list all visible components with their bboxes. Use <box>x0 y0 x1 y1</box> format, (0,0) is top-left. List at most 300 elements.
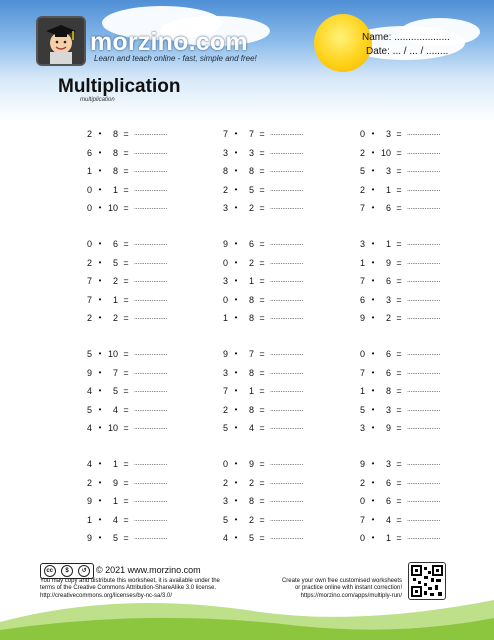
second-factor: 5 <box>248 184 254 195</box>
promo-line: or practice online with instant correction! <box>294 585 402 592</box>
answer-blank[interactable]: ................... <box>407 295 441 303</box>
first-factor: 0 <box>86 239 92 249</box>
equals-sign: = <box>259 533 265 543</box>
first-factor: 5 <box>86 404 92 415</box>
multiply-operator: • <box>371 404 375 414</box>
problem-row <box>82 275 182 287</box>
first-factor: 4 <box>86 423 92 433</box>
second-factor: 5 <box>112 386 118 396</box>
problem-row <box>218 385 318 397</box>
equals-sign: = <box>259 166 265 176</box>
equals-sign: = <box>259 184 265 195</box>
equals-sign: = <box>396 257 402 268</box>
equals-sign: = <box>123 533 129 543</box>
answer-blank[interactable]: ................... <box>407 258 441 266</box>
problem-row <box>82 532 182 544</box>
answer-blank[interactable]: ................... <box>270 368 304 376</box>
second-factor: 2 <box>112 313 118 323</box>
license-line: You may copy and distribute this worksheet, it is available under the <box>40 578 220 584</box>
second-factor: 3 <box>385 404 391 415</box>
name-field: Name: .................... <box>362 32 450 43</box>
problem-row <box>355 422 455 434</box>
problem-row <box>218 348 318 360</box>
second-factor: 8 <box>112 166 118 176</box>
second-factor: 1 <box>385 184 391 195</box>
second-factor: 1 <box>112 184 118 195</box>
equals-sign: = <box>123 496 129 506</box>
multiply-operator: • <box>98 459 102 468</box>
problem-row <box>218 184 318 196</box>
problem-row <box>218 147 318 159</box>
first-factor: 0 <box>359 349 365 359</box>
answer-blank[interactable]: ................... <box>270 258 304 266</box>
equals-sign: = <box>123 477 129 488</box>
second-factor: 6 <box>385 496 391 506</box>
answer-blank[interactable]: ................... <box>407 368 441 376</box>
second-factor: 6 <box>385 349 391 359</box>
equals-sign: = <box>123 257 129 268</box>
second-factor: 10 <box>107 349 118 359</box>
multiply-operator: • <box>98 313 102 322</box>
multiply-operator: • <box>234 367 238 377</box>
second-factor: 8 <box>385 386 391 396</box>
multiply-operator: • <box>234 239 238 248</box>
first-factor: 7 <box>86 294 92 305</box>
equals-sign: = <box>396 514 402 525</box>
first-factor: 4 <box>222 533 228 543</box>
equals-sign: = <box>259 203 265 213</box>
multiply-operator: • <box>371 257 375 267</box>
second-factor: 5 <box>112 257 118 268</box>
first-factor: 2 <box>359 147 365 158</box>
second-factor: 3 <box>385 129 391 139</box>
equals-sign: = <box>396 496 402 506</box>
multiply-operator: • <box>98 423 102 432</box>
problem-row <box>82 165 182 177</box>
answer-blank[interactable]: ................... <box>270 460 304 467</box>
multiply-operator: • <box>234 533 238 542</box>
equals-sign: = <box>123 129 129 139</box>
first-factor: 8 <box>222 166 228 176</box>
first-factor: 2 <box>222 184 228 195</box>
multiply-operator: • <box>234 276 238 285</box>
problem-row <box>355 238 455 250</box>
answer-blank[interactable]: ................... <box>270 478 304 486</box>
multiply-operator: • <box>234 459 238 468</box>
answer-blank[interactable]: ................... <box>270 277 304 284</box>
answer-blank[interactable]: ................... <box>134 167 168 174</box>
first-factor: 2 <box>86 257 92 268</box>
equals-sign: = <box>396 386 402 396</box>
first-factor: 1 <box>86 166 92 176</box>
multiply-operator: • <box>234 386 238 395</box>
answer-blank[interactable]: ................... <box>134 277 168 284</box>
multiply-operator: • <box>234 203 238 212</box>
multiply-operator: • <box>234 294 238 304</box>
answer-blank[interactable]: ................... <box>134 314 168 321</box>
equals-sign: = <box>123 459 129 469</box>
multiply-operator: • <box>98 257 102 267</box>
answer-blank[interactable]: ................... <box>270 204 304 211</box>
second-factor: 8 <box>248 404 254 415</box>
equals-sign: = <box>123 184 129 195</box>
equals-sign: = <box>396 203 402 213</box>
equals-sign: = <box>123 166 129 176</box>
second-factor: 1 <box>248 276 254 286</box>
equals-sign: = <box>259 129 265 139</box>
multiply-operator: • <box>98 276 102 285</box>
multiply-operator: • <box>371 276 375 285</box>
second-factor: 10 <box>380 147 391 158</box>
answer-blank[interactable]: ................... <box>407 130 441 137</box>
problem-row <box>82 458 182 470</box>
first-factor: 3 <box>359 423 365 433</box>
problem-row <box>355 458 455 470</box>
equals-sign: = <box>259 147 265 158</box>
first-factor: 3 <box>222 496 228 506</box>
multiply-operator: • <box>98 203 102 212</box>
promo-line: Create your own free customised worksheets <box>281 578 402 584</box>
equals-sign: = <box>123 404 129 415</box>
equals-sign: = <box>259 294 265 305</box>
equals-sign: = <box>396 313 402 323</box>
equals-sign: = <box>259 404 265 415</box>
worksheet-title: Multiplication <box>58 76 181 97</box>
problem-row <box>355 532 455 544</box>
first-factor: 7 <box>359 203 365 213</box>
answer-blank[interactable]: ................... <box>270 314 304 321</box>
problem-row <box>218 422 318 434</box>
equals-sign: = <box>259 459 265 469</box>
equals-sign: = <box>259 386 265 396</box>
multiply-operator: • <box>98 166 102 175</box>
multiply-operator: • <box>98 496 102 505</box>
second-factor: 6 <box>385 367 391 378</box>
second-factor: 1 <box>112 294 118 305</box>
brand-title[interactable]: morzino.com <box>90 28 248 56</box>
equals-sign: = <box>396 533 402 543</box>
problem-row <box>218 367 318 379</box>
worksheet-subtitle: multiplication <box>80 97 115 103</box>
qr-code-icon[interactable] <box>408 562 446 600</box>
second-factor: 1 <box>112 496 118 506</box>
first-factor: 5 <box>222 423 228 433</box>
multiply-operator: • <box>98 129 102 138</box>
answer-blank[interactable]: ................... <box>134 295 168 303</box>
second-factor: 1 <box>385 533 391 543</box>
first-factor: 5 <box>359 404 365 415</box>
first-factor: 7 <box>359 514 365 525</box>
first-factor: 3 <box>222 367 228 378</box>
first-factor: 0 <box>359 533 365 543</box>
problem-row <box>82 477 182 489</box>
problem-row <box>218 404 318 416</box>
problem-row <box>218 312 318 324</box>
first-factor: 0 <box>359 129 365 139</box>
first-factor: 1 <box>86 514 92 525</box>
answer-blank[interactable]: ................... <box>270 167 304 174</box>
problem-row <box>218 238 318 250</box>
answer-blank[interactable]: ................... <box>134 534 168 541</box>
answer-blank[interactable]: ................... <box>407 277 441 284</box>
brand-tagline: Learn and teach online - fast, simple and free! <box>94 54 257 63</box>
equals-sign: = <box>396 239 402 249</box>
equals-sign: = <box>123 276 129 286</box>
first-factor: 6 <box>86 147 92 158</box>
answer-blank[interactable]: ................... <box>407 497 441 504</box>
second-factor: 9 <box>385 257 391 268</box>
problem-row <box>355 367 455 379</box>
license-link[interactable]: http://creativecommons.org/licenses/by-nc-sa/3.0/ <box>40 592 173 599</box>
equals-sign: = <box>123 147 129 158</box>
equals-sign: = <box>259 257 265 268</box>
answer-blank[interactable]: ................... <box>134 148 168 156</box>
problem-row <box>82 422 182 434</box>
multiply-operator: • <box>371 129 375 138</box>
answer-blank[interactable]: ................... <box>407 185 441 193</box>
equals-sign: = <box>259 423 265 433</box>
answer-blank[interactable]: ................... <box>270 515 304 523</box>
equals-sign: = <box>123 313 129 323</box>
answer-blank[interactable]: ................... <box>134 460 168 467</box>
second-factor: 1 <box>112 459 118 469</box>
second-factor: 6 <box>385 276 391 286</box>
equals-sign: = <box>123 294 129 305</box>
multiply-operator: • <box>234 129 238 138</box>
equals-sign: = <box>259 313 265 323</box>
problem-row <box>218 275 318 287</box>
multiply-operator: • <box>234 404 238 414</box>
answer-blank[interactable]: ................... <box>134 478 168 486</box>
answer-blank[interactable]: ................... <box>407 350 441 357</box>
answer-blank[interactable]: ................... <box>134 240 168 247</box>
answer-blank[interactable]: ................... <box>407 167 441 174</box>
problem-row <box>82 514 182 526</box>
first-factor: 7 <box>359 367 365 378</box>
multiply-operator: • <box>371 239 375 248</box>
multiply-operator: • <box>234 147 238 157</box>
first-factor: 7 <box>86 276 92 286</box>
second-factor: 3 <box>385 294 391 305</box>
equals-sign: = <box>396 184 402 195</box>
second-factor: 1 <box>248 386 254 396</box>
equals-sign: = <box>396 349 402 359</box>
answer-blank[interactable]: ................... <box>407 534 441 541</box>
answer-blank[interactable]: ................... <box>270 424 304 431</box>
answer-blank[interactable]: ................... <box>134 258 168 266</box>
problem-row <box>82 495 182 507</box>
first-factor: 9 <box>359 313 365 323</box>
multiply-operator: • <box>371 367 375 377</box>
first-factor: 0 <box>359 496 365 506</box>
answer-blank[interactable]: ................... <box>270 148 304 156</box>
first-factor: 2 <box>359 184 365 195</box>
problem-row <box>82 294 182 306</box>
problem-row <box>355 348 455 360</box>
first-factor: 3 <box>222 276 228 286</box>
license-text <box>40 578 240 600</box>
second-factor: 6 <box>248 239 254 249</box>
second-factor: 8 <box>248 496 254 506</box>
multiply-operator: • <box>371 514 375 524</box>
answer-blank[interactable]: ................... <box>407 424 441 431</box>
problem-row <box>218 514 318 526</box>
equals-sign: = <box>396 129 402 139</box>
multiply-operator: • <box>234 349 238 358</box>
second-factor: 3 <box>385 459 391 469</box>
multiply-operator: • <box>234 477 238 487</box>
second-factor: 1 <box>385 239 391 249</box>
multiply-operator: • <box>98 514 102 524</box>
second-factor: 7 <box>248 349 254 359</box>
answer-blank[interactable]: ................... <box>407 148 441 156</box>
multiply-operator: • <box>234 166 238 175</box>
equals-sign: = <box>259 276 265 286</box>
multiply-operator: • <box>371 147 375 157</box>
answer-blank[interactable]: ................... <box>134 350 168 357</box>
problem-row <box>82 348 182 360</box>
problem-row <box>355 495 455 507</box>
answer-blank[interactable]: ................... <box>134 424 168 431</box>
multiply-operator: • <box>98 477 102 487</box>
problem-row <box>218 495 318 507</box>
answer-blank[interactable]: ................... <box>134 204 168 211</box>
second-factor: 10 <box>107 203 118 213</box>
second-factor: 6 <box>112 239 118 249</box>
first-factor: 9 <box>222 349 228 359</box>
first-factor: 9 <box>86 496 92 506</box>
equals-sign: = <box>396 367 402 378</box>
second-factor: 6 <box>385 477 391 488</box>
copyright-text: © 2021 www.morzino.com <box>96 565 201 575</box>
answer-blank[interactable]: ................... <box>134 130 168 137</box>
equals-sign: = <box>259 496 265 506</box>
promo-text <box>236 578 402 600</box>
first-factor: 6 <box>359 294 365 305</box>
multiply-operator: • <box>371 477 375 487</box>
problem-row <box>355 385 455 397</box>
answer-blank[interactable]: ................... <box>407 240 441 247</box>
answer-blank[interactable]: ................... <box>134 515 168 523</box>
answer-blank[interactable]: ................... <box>407 387 441 394</box>
answer-blank[interactable]: ................... <box>270 130 304 137</box>
multiply-operator: • <box>371 294 375 304</box>
first-factor: 2 <box>86 129 92 139</box>
answer-blank[interactable]: ................... <box>270 240 304 247</box>
answer-blank[interactable]: ................... <box>270 350 304 357</box>
multiply-operator: • <box>98 533 102 542</box>
problem-row <box>355 514 455 526</box>
second-factor: 9 <box>248 459 254 469</box>
answer-blank[interactable]: ................... <box>407 405 441 413</box>
equals-sign: = <box>123 349 129 359</box>
answer-blank[interactable]: ................... <box>270 387 304 394</box>
first-factor: 2 <box>222 404 228 415</box>
problem-row <box>218 458 318 470</box>
first-factor: 3 <box>222 147 228 158</box>
answer-blank[interactable]: ................... <box>134 387 168 394</box>
second-factor: 8 <box>112 129 118 139</box>
equals-sign: = <box>396 166 402 176</box>
equals-sign: = <box>259 514 265 525</box>
answer-blank[interactable]: ................... <box>270 405 304 413</box>
equals-sign: = <box>396 294 402 305</box>
equals-sign: = <box>123 514 129 525</box>
answer-blank[interactable]: ................... <box>407 314 441 321</box>
answer-blank[interactable]: ................... <box>134 368 168 376</box>
answer-blank[interactable]: ................... <box>270 295 304 303</box>
answer-blank[interactable]: ................... <box>407 204 441 211</box>
answer-blank[interactable]: ................... <box>134 497 168 504</box>
multiply-operator: • <box>234 496 238 505</box>
equals-sign: = <box>396 147 402 158</box>
second-factor: 2 <box>248 477 254 488</box>
multiply-operator: • <box>371 423 375 432</box>
first-factor: 7 <box>222 129 228 139</box>
second-factor: 5 <box>248 533 254 543</box>
multiply-operator: • <box>371 166 375 175</box>
second-factor: 8 <box>248 313 254 323</box>
answer-blank[interactable]: ................... <box>134 405 168 413</box>
problem-row <box>82 128 182 140</box>
answer-blank[interactable]: ................... <box>270 497 304 504</box>
problem-row <box>82 367 182 379</box>
second-factor: 7 <box>112 367 118 378</box>
multiply-operator: • <box>98 349 102 358</box>
first-factor: 7 <box>222 386 228 396</box>
first-factor: 0 <box>86 203 92 213</box>
problem-row <box>218 165 318 177</box>
first-factor: 7 <box>359 276 365 286</box>
second-factor: 2 <box>248 257 254 268</box>
answer-blank[interactable]: ................... <box>270 185 304 193</box>
creative-commons-icon: cc $ ↺ <box>40 563 94 579</box>
multiply-operator: • <box>371 459 375 468</box>
equals-sign: = <box>396 423 402 433</box>
problem-row <box>82 238 182 250</box>
first-factor: 0 <box>222 294 228 305</box>
answer-blank[interactable]: ................... <box>134 185 168 193</box>
first-factor: 2 <box>222 477 228 488</box>
problem-row <box>355 184 455 196</box>
multiply-operator: • <box>98 404 102 414</box>
license-line: terms of the Creative Commons Attribution-ShareAlike 3.0 license. <box>40 585 217 592</box>
answer-blank[interactable]: ................... <box>407 515 441 523</box>
answer-blank[interactable]: ................... <box>270 534 304 541</box>
multiply-operator: • <box>234 257 238 267</box>
problem-row <box>82 404 182 416</box>
first-factor: 5 <box>359 166 365 176</box>
answer-blank[interactable]: ................... <box>407 460 441 467</box>
second-factor: 8 <box>248 166 254 176</box>
multiply-operator: • <box>371 184 375 194</box>
equals-sign: = <box>259 477 265 488</box>
problem-row <box>82 147 182 159</box>
date-field: Date: ... / ... / ........ <box>366 46 449 57</box>
problem-row <box>355 165 455 177</box>
first-factor: 5 <box>86 349 92 359</box>
second-factor: 2 <box>248 203 254 213</box>
promo-link[interactable]: https://morzino.com/apps/multiply-run/ <box>300 592 402 599</box>
second-factor: 6 <box>385 203 391 213</box>
multiply-operator: • <box>371 533 375 542</box>
first-factor: 3 <box>222 203 228 213</box>
problem-row <box>355 275 455 287</box>
second-factor: 4 <box>112 514 118 525</box>
answer-blank[interactable]: ................... <box>407 478 441 486</box>
first-factor: 9 <box>222 239 228 249</box>
second-factor: 5 <box>112 533 118 543</box>
